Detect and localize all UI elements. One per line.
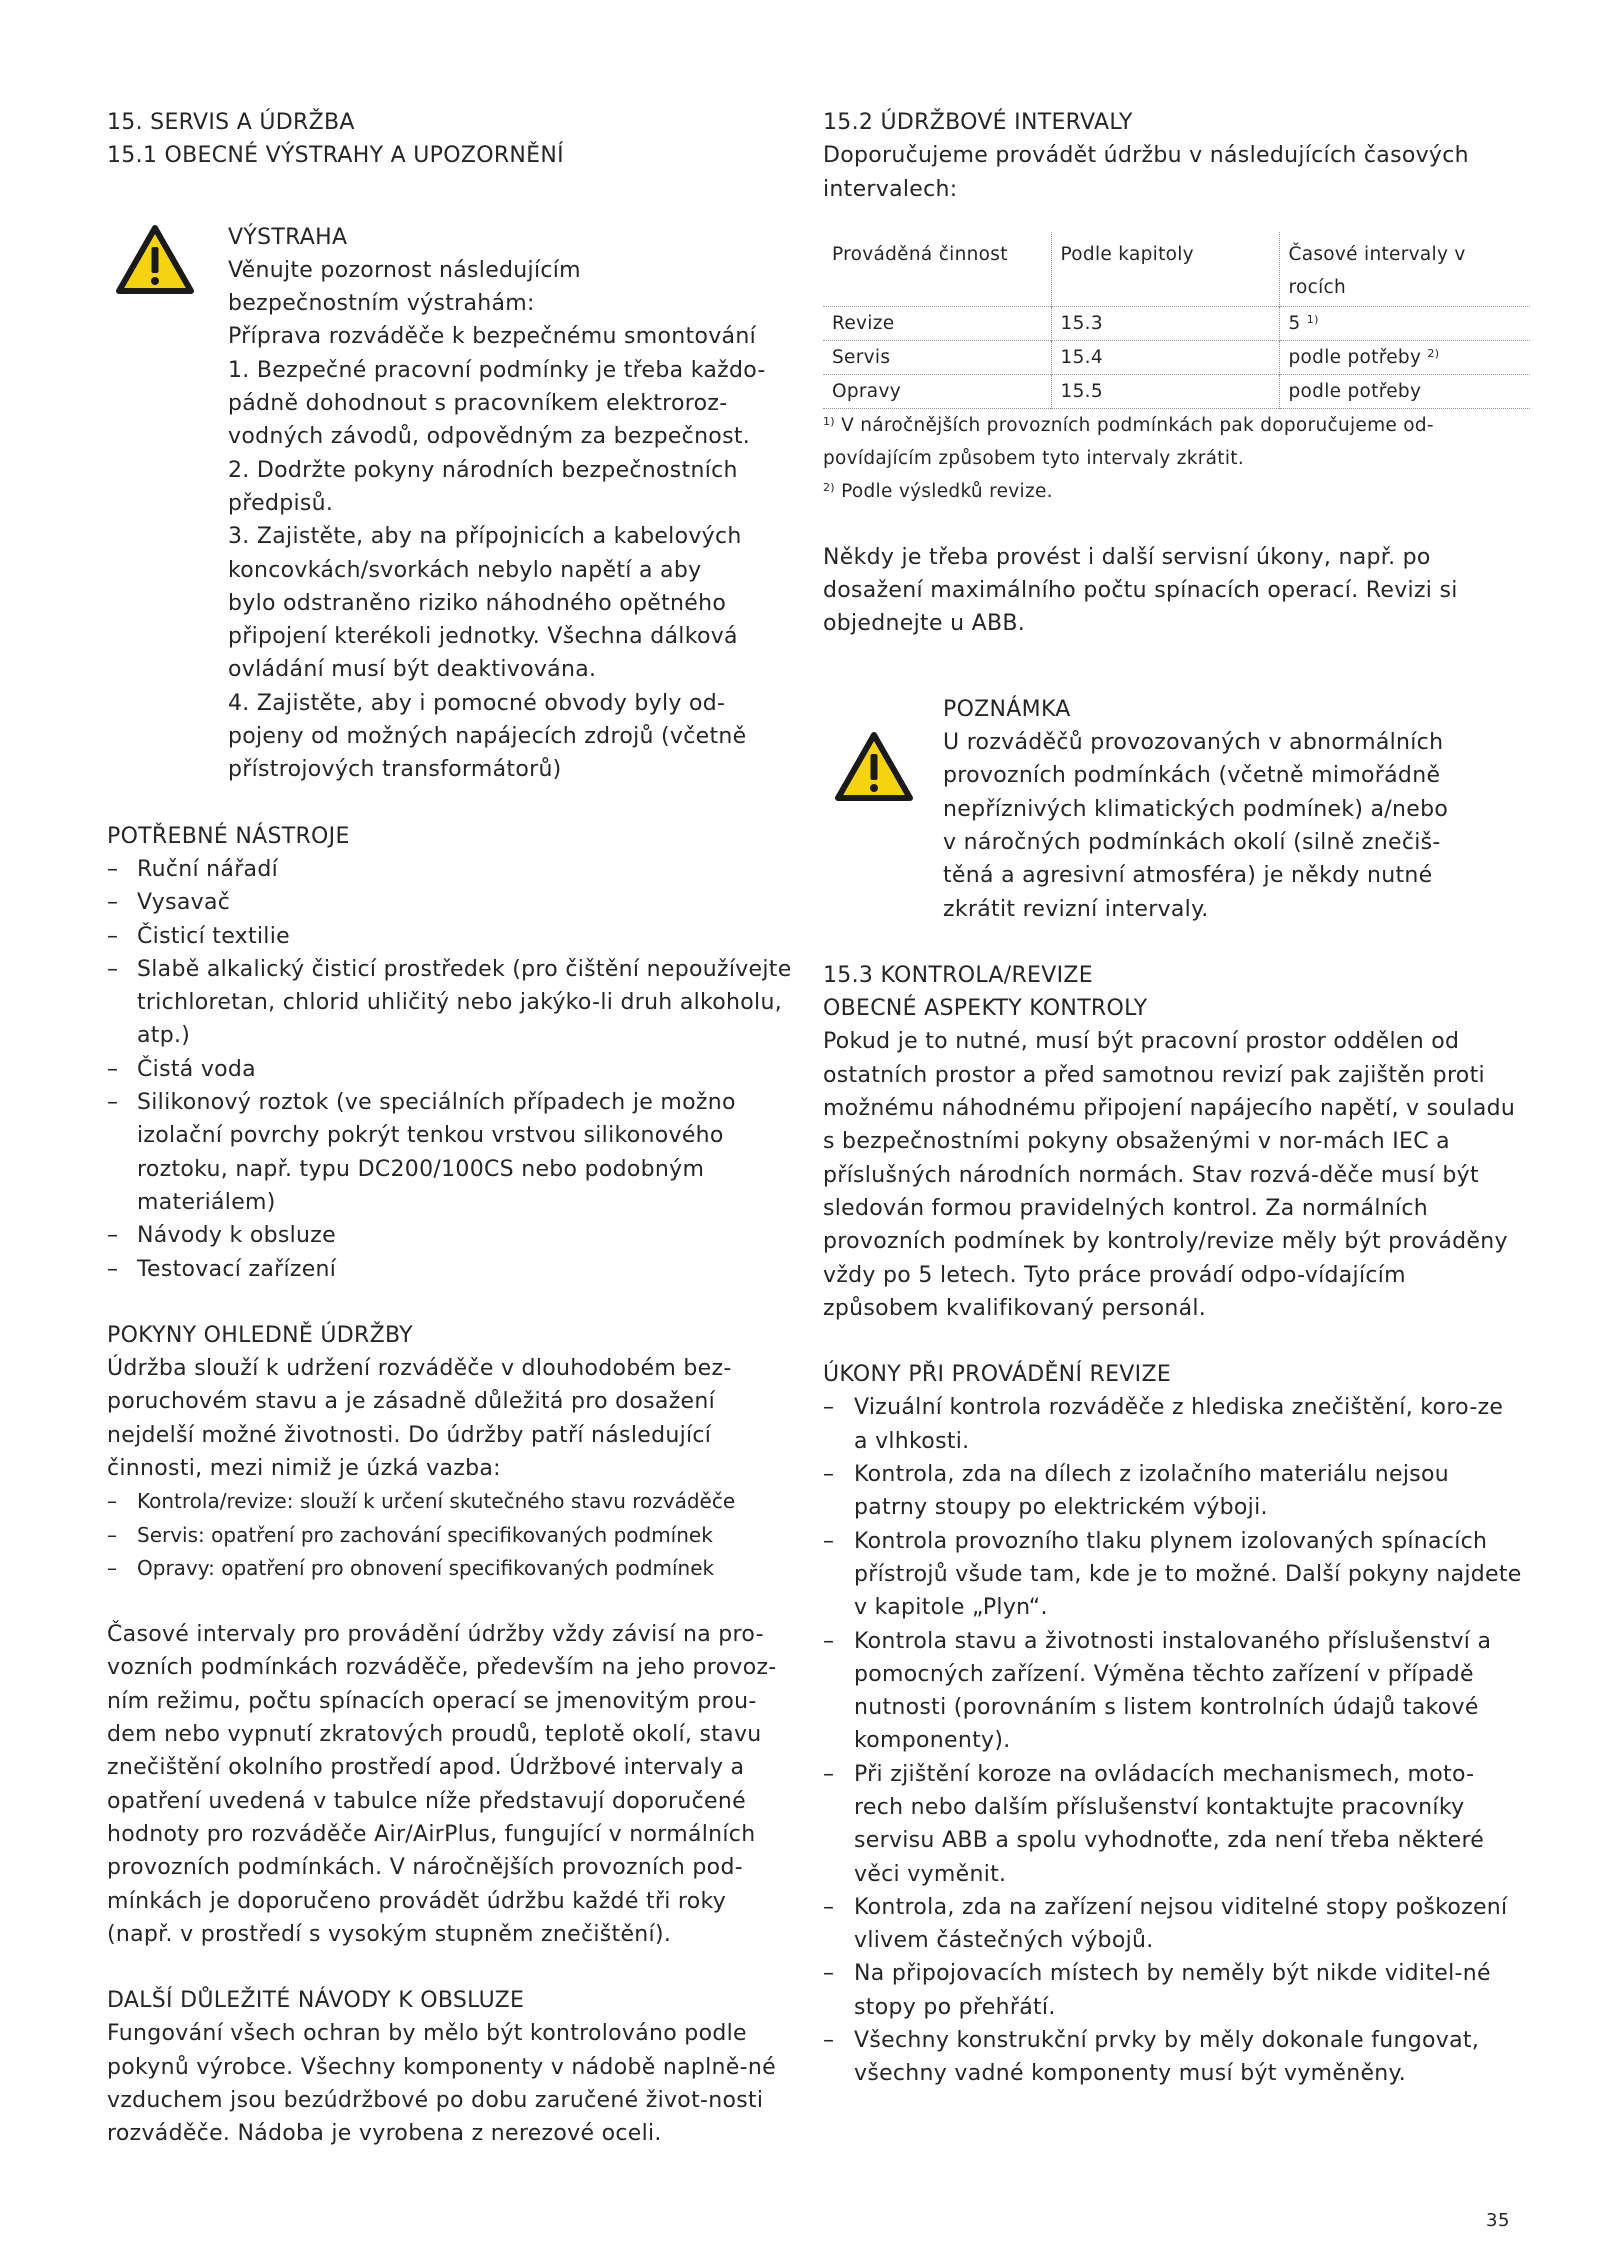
warning-line: 1. Bezpečné pracovní podmínky je třeba každo- [228, 357, 766, 383]
table-cell [1279, 340, 1530, 374]
footnote-2 [823, 475, 1523, 508]
table-row [823, 374, 1530, 408]
warning-line: 3. Zajistěte, aby na přípojnicích a kabelových [228, 524, 742, 550]
note-line: zkrátit revizní intervaly. [943, 896, 1209, 922]
list-item: – Slabě alkalický čisticí prostředek (pro čištění nepoužívejte trichloretan, chlorid uhličitý nebo jakýko-li druh alkoholu, atp.) [107, 953, 797, 1053]
note-line: nepříznivých klimatických podmínek) a/nebo [943, 796, 1449, 822]
note-box [823, 693, 1523, 926]
list-item: – Kontrola provozního tlaku plynem izolovaných spínacích přístrojů všude tam, kde je to možné. Další pokyny najdete v kapitole „Plyn“. [823, 1525, 1523, 1625]
list-item: – Servis: opatření pro zachování specifikovaných podmínek [107, 1519, 797, 1552]
section-heading: 15. SERVIS A ÚDRŽBA [107, 110, 355, 135]
maintenance-paragraph: Časové intervaly pro provádění údržby vždy závisí na pro-vozních podmínkách rozváděče, především na jeho provoz-ním režimu, počtu spínacích operací se jmenovitým prou-dem nebo vypnutí zkratových proudů, teplotě okolí, stavu znečištění okolního prostředí apod. Údržbové intervaly a opatření uvedená v tabulce níže představují doporučené hodnoty pro rozváděče Air/AirPlus, fungující v normálních provozních podmínkách. V náročnějších provozních pod-mínkách je doporučeno provádět údržbu každé tři roky (např. v prostředí s vysokým stupněm znečištění). [107, 1622, 777, 1947]
tools-list [107, 853, 797, 1286]
intervals-intro: Doporučujeme provádět údržbu v následujících časových intervalech: [823, 143, 1469, 202]
table-header-cell: Podle kapitoly [1051, 232, 1279, 307]
interval-value: 5 [1288, 312, 1301, 334]
list-item: – Na připojovacích místech by neměly být nikde viditel-né stopy po přehřátí. [823, 1957, 1523, 2024]
intervals-heading: 15.2 ÚDRŽBOVÉ INTERVALY [823, 110, 1133, 135]
footnote-1 [823, 409, 1523, 475]
instructions-paragraph: Fungování všech ochran by mělo být kontrolováno podle pokynů výrobce. Všechny komponenty v nádobě naplně-né vzduchem jsou bezúdržbové po dobu zaručené život-nosti rozváděče. Nádoba je vyrobena z nerezové oceli. [107, 2021, 776, 2147]
table-header-cell: Prováděná činnost [832, 243, 1008, 265]
intervals-paragraph: Někdy je třeba provést i další servisní úkony, např. po dosažení maximálního počtu spínacích operací. Revizi si objednejte u ABB. [823, 544, 1458, 637]
warning-line: bezpečnostním výstrahám: [228, 291, 535, 317]
list-item: – Kontrola stavu a životnosti instalovaného příslušenství a pomocných zařízení. Výměna těchto zařízení v případě nutnosti (porovnáním s listem kontrolních údajů takové komponenty). [823, 1625, 1523, 1758]
instructions-heading: DALŠÍ DŮLEŽITÉ NÁVODY K OBSLUZE [107, 1988, 525, 2014]
list-item: – Opravy: opatření pro obnovení specifikovaných podmínek [107, 1552, 797, 1585]
warning-line: připojení kterékoli jednotky. Všechna dálková [228, 624, 738, 650]
list-item: – Návody k obsluze [107, 1219, 797, 1252]
list-item: – Čisticí textilie [107, 920, 797, 953]
table-cell: Servis [832, 346, 891, 368]
warning-line: 2. Dodržte pokyny národních bezpečnostních [228, 457, 738, 483]
list-item: – Vysavač [107, 886, 797, 919]
warning-line: předpisů. [228, 490, 334, 516]
maintenance-intro: Údržba slouží k udržení rozváděče v dlouhodobém bez-poruchovém stavu a je zásadně důležitá pro dosažení nejdelší možné životnosti. Do údržby patří následující činnosti, mezi nimiž je úzká vazba: [107, 1356, 732, 1481]
footnote-marker: 1) [823, 414, 835, 428]
inspection-subheading: OBECNÉ ASPEKTY KONTROLY [823, 996, 1148, 1022]
table-cell: 15.4 [1051, 340, 1279, 374]
warning-line: Příprava rozváděče k bezpečnému smontování [228, 324, 756, 350]
warning-title: VÝSTRAHA [228, 224, 348, 250]
warning-triangle-icon [115, 224, 195, 295]
list-item: – Kontrola, zda na zařízení nejsou viditelné stopy poškození vlivem částečných výbojů. [823, 1891, 1523, 1958]
inspection-paragraph: Pokud je to nutné, musí být pracovní prostor oddělen od ostatních prostor a před samotnou revizí pak zajištěn proti možnému náhodnému připojení napájecího napětí, v souladu s bezpečnostními pokyny obsaženými v nor-mách IEC a příslušných národních normách. Stav rozvá-děče musí být sledován formou pravidelných kontrol. Za normálních provozních podmínek by kontroly/revize měly být prováděny vždy po 5 letech. Tyto práce provádí odpo-vídajícím způsobem kvalifikovaný personál. [823, 1029, 1516, 1321]
page-number: 35 [1486, 2210, 1510, 2231]
list-item: – Vizuální kontrola rozváděče z hlediska znečištění, koro-ze a vlhkosti. [823, 1391, 1523, 1458]
list-item: – Kontrola/revize: slouží k určení skutečného stavu rozváděče [107, 1485, 797, 1518]
table-row [823, 306, 1530, 340]
warning-line: přístrojových transformátorů) [228, 757, 562, 783]
table-cell: 15.3 [1051, 306, 1279, 340]
warning-triangle-icon [834, 731, 914, 802]
list-item: – Silikonový roztok (ve speciálních případech je možno izolační povrchy pokrýt tenkou vrstvou silikonového roztoku, např. typu DC200/100CS nebo podobným materiálem) [107, 1086, 797, 1219]
table-header-cell: Časové intervaly v rocích [1279, 232, 1530, 307]
table-cell: Revize [832, 312, 895, 334]
left-column [107, 106, 797, 2151]
list-item: – Testovací zařízení [107, 1253, 797, 1286]
note-line: U rozváděčů provozovaných v abnormálních [943, 730, 1444, 756]
tasks-heading: ÚKONY PŘI PROVÁDĚNÍ REVIZE [823, 1362, 1172, 1388]
tools-heading: POTŘEBNÉ NÁSTROJE [107, 823, 350, 849]
tasks-list [823, 1391, 1523, 2090]
footnote-text: V náročnějších provozních podmínkách pak doporučujeme od-povídajícím způsobem tyto intervaly zkrátit. [823, 414, 1434, 469]
list-item: – Kontrola, zda na dílech z izolačního materiálu nejsou patrny stoupy po elektrickém výboji. [823, 1458, 1523, 1525]
warning-line: bylo odstraněno riziko náhodného opětného [228, 590, 727, 616]
note-line: těná a agresivní atmosféra) je někdy nutné [943, 863, 1433, 889]
warning-line: 4. Zajistěte, aby i pomocné obvody byly od- [228, 690, 726, 716]
warning-line: vodných závodů, odpovědným za bezpečnost. [228, 424, 751, 450]
table-cell [1279, 306, 1530, 340]
list-item: – Při zjištění koroze na ovládacích mechanismech, moto-rech nebo dalším příslušenství kontaktujte pracovníky servisu ABB a spolu vyhodnoťte, zda není třeba některé věci vyměnit. [823, 1758, 1523, 1891]
inspection-heading: 15.3 KONTROLA/REVIZE [823, 962, 1093, 988]
list-item: – Ruční nářadí [107, 853, 797, 886]
table-footnotes [823, 409, 1523, 508]
warning-line: Věnujte pozornost následujícím [228, 257, 581, 283]
maintenance-list [107, 1485, 797, 1585]
note-line: v náročných podmínkách okolí (silně znečiš- [943, 829, 1441, 855]
maintenance-heading: POKYNY OHLEDNĚ ÚDRŽBY [107, 1322, 413, 1348]
warning-line: pojeny od možných napájecích zdrojů (včetně [228, 724, 747, 750]
intervals-table [823, 232, 1530, 409]
warning-line: ovládání musí být deaktivována. [228, 657, 597, 683]
interval-value: podle potřeby [1288, 380, 1422, 402]
list-item: – Všechny konstrukční prvky by měly dokonale fungovat, všechny vadné komponenty musí být vyměněny. [823, 2024, 1523, 2091]
warning-line: koncovkách/svorkách nebylo napětí a aby [228, 557, 702, 583]
table-cell: Opravy [832, 380, 901, 402]
table-row [823, 340, 1530, 374]
warning-line: pádně dohodnout s pracovníkem elektroroz- [228, 391, 728, 417]
table-cell: 15.5 [1051, 374, 1279, 408]
footnote-marker: 2) [823, 480, 835, 494]
interval-value: podle potřeby [1288, 346, 1422, 368]
footnote-marker: 2) [1427, 346, 1440, 360]
right-column [823, 106, 1523, 2091]
table-cell [1279, 374, 1530, 408]
note-title: POZNÁMKA [943, 696, 1071, 722]
note-line: provozních podmínkách (včetně mimořádně [943, 763, 1441, 789]
warning-box [107, 221, 797, 787]
subsection-heading: 15.1 OBECNÉ VÝSTRAHY A UPOZORNĚNÍ [107, 143, 564, 169]
list-item: – Čistá voda [107, 1053, 797, 1086]
footnote-text: Podle výsledků revize. [841, 480, 1053, 502]
footnote-marker: 1) [1306, 312, 1319, 326]
table-header-row [823, 232, 1530, 307]
